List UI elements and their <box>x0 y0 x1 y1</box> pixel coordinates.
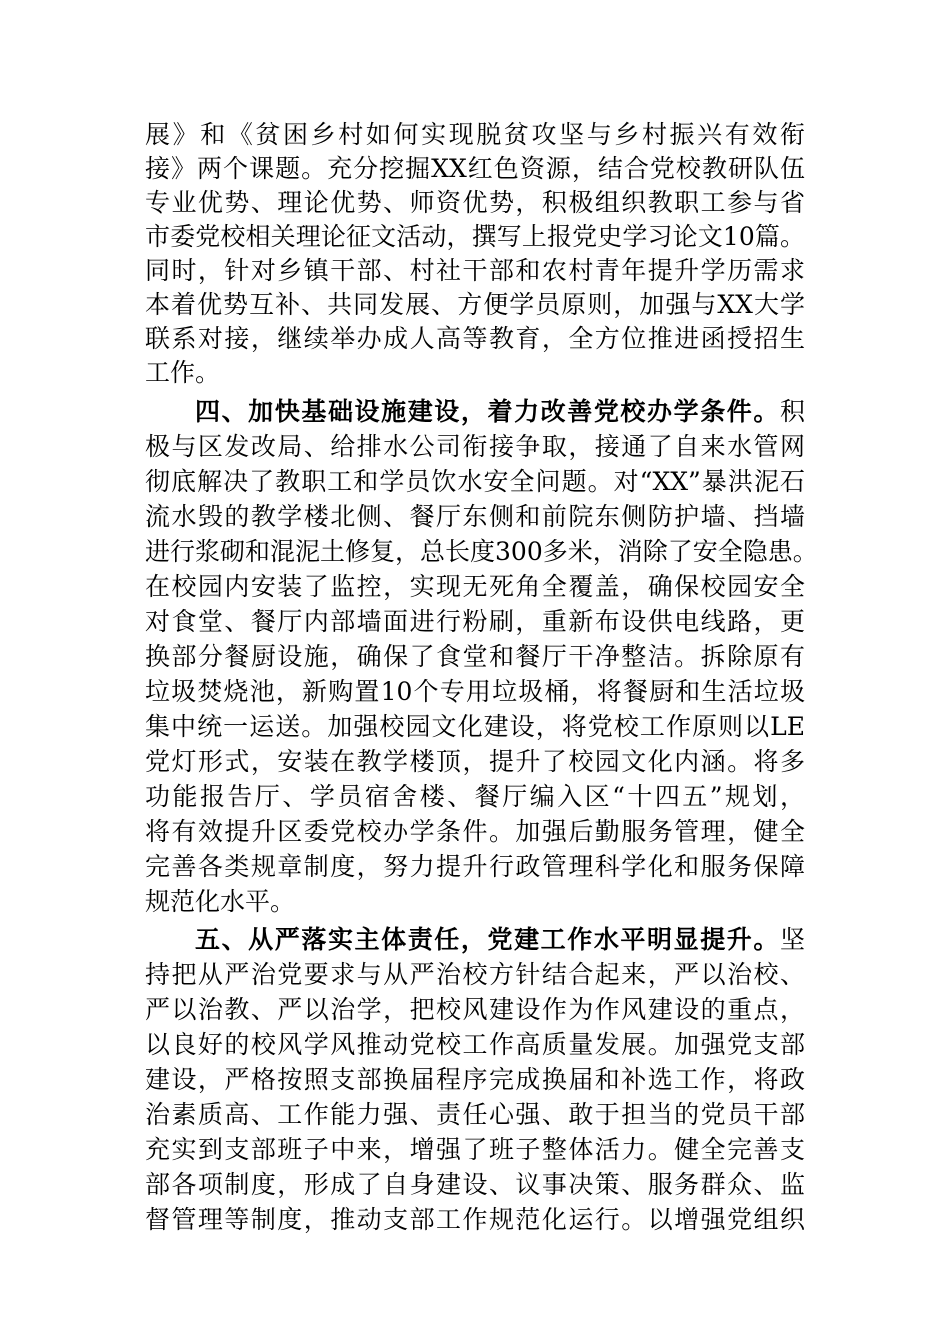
body-line: 治素质高、工作能力强、责任心强、敢于担当的党员干部 <box>145 1100 805 1129</box>
body-line: 党灯形式，安装在教学楼顶，提升了校园文化内涵。将多 <box>145 747 805 776</box>
body-line: 同时，针对乡镇干部、村社干部和农村青年提升学历需求 <box>145 256 805 285</box>
body-line: 接》两个课题。充分挖掘XX红色资源，结合党校教研队伍 <box>145 154 805 183</box>
body-line: 进行浆砌和混泥土修复，总长度300多米，消除了安全隐患。 <box>145 537 818 566</box>
body-line: 规范化水平。 <box>145 887 296 916</box>
body-line: 将有效提升区委党校办学条件。加强后勤服务管理，健全 <box>145 817 805 846</box>
body-line: 极与区发改局、给排水公司衔接争取，接通了自来水管网 <box>145 432 805 461</box>
section-four-line <box>195 395 805 429</box>
body-line: 对食堂、餐厅内部墙面进行粉刷，重新布设供电线路，更 <box>145 607 805 636</box>
body-line: 集中统一运送。加强校园文化建设，将党校工作原则以LE <box>145 712 805 741</box>
body-line: 部各项制度，形成了自身建设、议事决策、服务群众、监 <box>145 1170 805 1199</box>
body-line: 垃圾焚烧池，新购置10个专用垃圾桶，将餐厨和生活垃圾 <box>145 677 805 706</box>
body-line: 本着优势互补、共同发展、方便学员原则，加强与XX大学 <box>145 290 805 319</box>
body-line: 换部分餐厨设施，确保了食堂和餐厅干净整洁。拆除原有 <box>145 642 805 671</box>
body-line: 持把从严治党要求与从严治校方针结合起来，严以治校、 <box>145 960 805 989</box>
section-heading-four: 四、加快基础设施建设，着力改善党校办学条件。 <box>195 397 780 426</box>
body-line: 流水毁的教学楼北侧、餐厅东侧和前院东侧防护墙、挡墙 <box>145 502 805 531</box>
body-line: 严以治教、严以治学，把校风建设作为作风建设的重点， <box>145 995 805 1024</box>
body-line: 以良好的校风学风推动党校工作高质量发展。加强党支部 <box>145 1030 805 1059</box>
body-line: 完善各类规章制度，努力提升行政管理科学化和服务保障 <box>145 852 805 881</box>
body-line: 在校园内安装了监控，实现无死角全覆盖，确保校园安全 <box>145 572 805 601</box>
body-line: 工作。 <box>145 358 221 387</box>
body-line: 督管理等制度，推动支部工作规范化运行。以增强党组织 <box>145 1205 805 1234</box>
body-line: 市委党校相关理论征文活动，撰写上报党史学习论文10篇。 <box>145 222 805 251</box>
body-line: 联系对接，继续举办成人高等教育，全方位推进函授招生 <box>145 324 805 353</box>
body-line: 充实到支部班子中来，增强了班子整体活力。健全完善支 <box>145 1135 805 1164</box>
section-heading-five: 五、从严落实主体责任，党建工作水平明显提升。 <box>195 925 780 954</box>
section-five-line <box>195 923 805 957</box>
body-text: 积 <box>779 397 805 426</box>
body-line: 建设，严格按照支部换届程序完成换届和补选工作，将政 <box>145 1065 805 1094</box>
body-line: 彻底解决了教职工和学员饮水安全问题。对“XX”暴洪泥石 <box>145 467 805 496</box>
body-line: 专业优势、理论优势、师资优势，积极组织教职工参与省 <box>145 188 805 217</box>
body-line: 功能报告厅、学员宿舍楼、餐厅编入区“十四五”规划， <box>145 782 805 811</box>
body-line: 展》和《贫困乡村如何实现脱贫攻坚与乡村振兴有效衔 <box>145 120 805 149</box>
body-text: 坚 <box>779 925 805 954</box>
